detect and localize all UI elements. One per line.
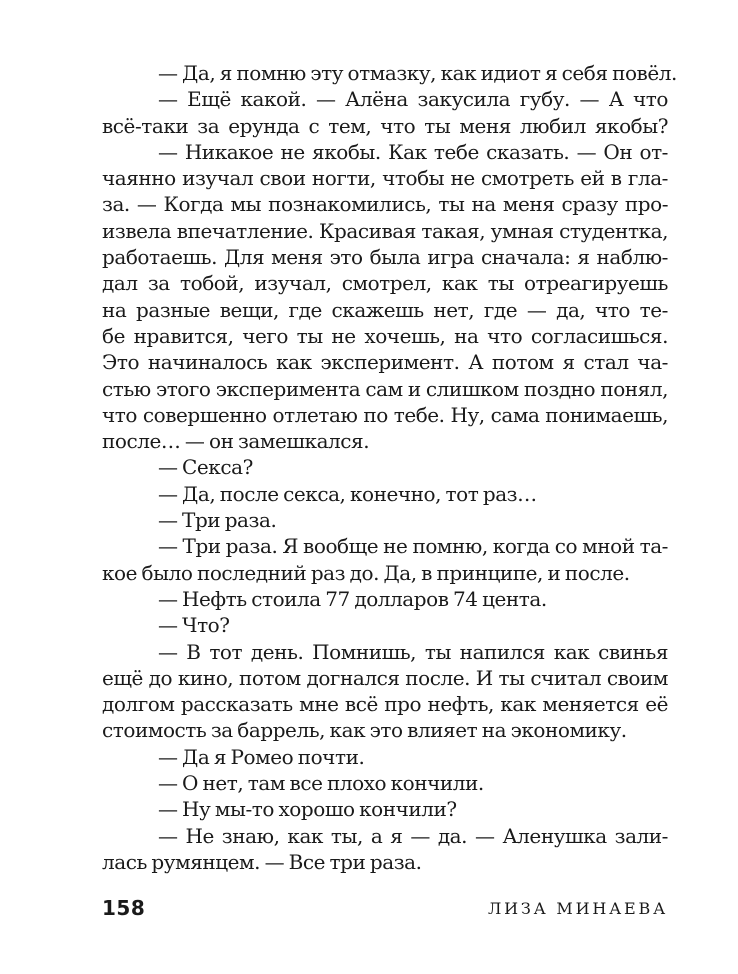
text-line: Это начиналось как эксперимент. А потом я стал ча- bbox=[102, 350, 668, 375]
text-line: — Не знаю, как ты, а я — да. — Аленушка зали- bbox=[158, 823, 668, 848]
running-footer-author: ЛИЗА МИНАЕВА bbox=[487, 899, 668, 918]
text-line: лась румянцем. — Все три раза. bbox=[102, 849, 422, 874]
text-line: дал за тобой, изучал, смотрел, как ты отреагируешь bbox=[102, 271, 668, 296]
text-line: стоимость за баррель, как это влияет на экономику. bbox=[102, 718, 627, 743]
text-line: — В тот день. Помнишь, ты напился как свинья bbox=[158, 639, 668, 664]
text-line: стью этого эксперимента сам и слишком поздно понял, bbox=[102, 376, 668, 401]
text-line: — Что? bbox=[158, 613, 230, 638]
text-line: — Да, я помню эту отмазку, как идиот я себя повёл. bbox=[158, 61, 677, 85]
text-line: — Ну мы-то хорошо кончили? bbox=[158, 797, 457, 822]
text-line: — О нет, там все плохо кончили. bbox=[158, 771, 484, 796]
text-line: бе нравится, чего ты не хочешь, на что согласишься. bbox=[102, 323, 668, 348]
text-line: кое было последний раз до. Да, в принципе, и после. bbox=[102, 560, 630, 585]
page-footer bbox=[102, 896, 668, 926]
text-line: чаянно изучал свои ногти, чтобы не смотреть ей в гла- bbox=[102, 166, 668, 191]
text-line: — Три раза. Я вообще не помню, когда со мной та- bbox=[158, 534, 668, 559]
page-number: 158 bbox=[102, 896, 146, 920]
text-line: всё-таки за ерунда с тем, что ты меня любил якобы? bbox=[102, 113, 668, 138]
text-line: — Ещё какой. — Алёна закусила губу. — А что bbox=[158, 87, 668, 112]
text-line: за. — Когда мы познакомились, ты на меня сразу про- bbox=[102, 192, 668, 217]
text-line: на разные вещи, где скажешь нет, где — да, что те- bbox=[102, 297, 668, 322]
text-line: извела впечатление. Красивая такая, умная студентка, bbox=[102, 218, 668, 243]
body-text bbox=[102, 60, 677, 875]
text-line: работаешь. Для меня это была игра сначала: я наблю- bbox=[102, 245, 668, 270]
text-line: — Секса? bbox=[158, 455, 253, 480]
text-line: долгом рассказать мне всё про нефть, как меняется её bbox=[102, 692, 668, 717]
text-line: что совершенно отлетаю по тебе. Ну, сама понимаешь, bbox=[102, 402, 668, 427]
text-line: — Нефть стоила 77 долларов 74 цента. bbox=[158, 586, 547, 611]
text-line: — Никакое не якобы. Как тебе сказать. — Он от- bbox=[158, 139, 668, 164]
text-line: — Три раза. bbox=[158, 508, 277, 533]
text-line: после… — он замешкался. bbox=[102, 429, 370, 454]
text-line: — Да, после секса, конечно, тот раз… bbox=[158, 481, 537, 506]
text-line: — Да я Ромео почти. bbox=[158, 744, 365, 769]
text-line: ещё до кино, потом догнался после. И ты считал своим bbox=[102, 665, 668, 690]
